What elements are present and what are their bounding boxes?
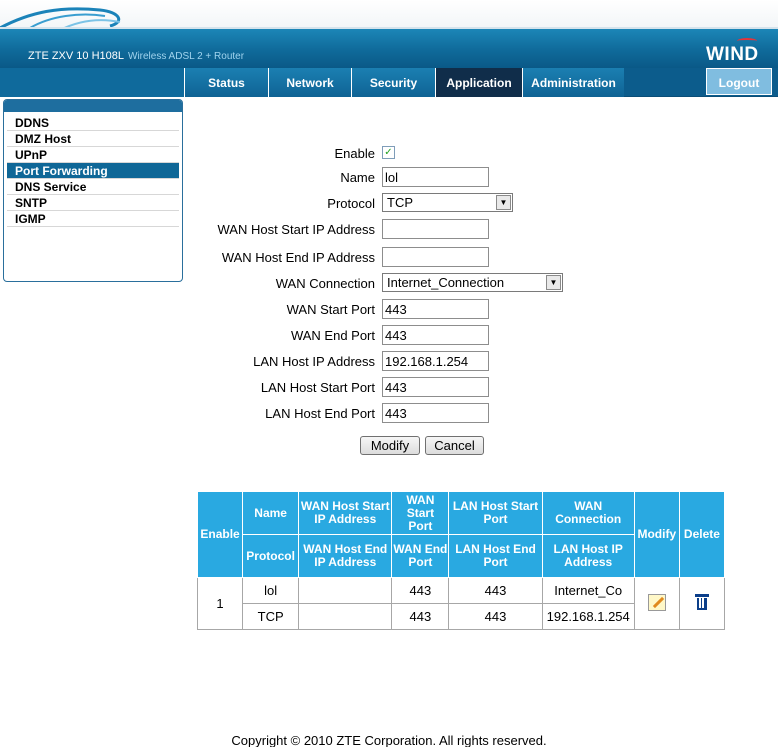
wan-end-port-input[interactable] [382,325,489,345]
cell-lan-host-start-port: 443 [449,578,542,604]
name-label: Name [340,170,375,185]
lan-host-start-port-input[interactable] [382,377,489,397]
col-name: Name [243,492,299,535]
lan-host-start-port-row [186,377,586,399]
cell-lan-host-ip: 192.168.1.254 [542,604,634,630]
sidebar-item-dmz-host[interactable]: DMZ Host [7,131,179,147]
table-header-row [198,492,725,535]
wind-logo: WIND [706,44,759,65]
lan-host-end-port-input[interactable] [382,403,489,423]
main-nav [0,68,778,98]
sidebar-header [4,100,182,112]
wan-connection-select[interactable] [382,273,563,292]
lan-host-end-port-row [186,403,586,425]
lan-host-ip-row [186,351,586,373]
col-lan-host-start-port: LAN Host Start Port [449,492,542,535]
modify-button[interactable]: Modify [360,436,420,455]
chevron-down-icon: ▼ [496,195,511,210]
logout-button[interactable]: Logout [706,68,772,95]
wan-connection-label: WAN Connection [275,276,375,291]
col-wan-connection: WAN Connection [542,492,634,535]
enable-checkbox[interactable]: ✓ [382,146,395,159]
wan-host-start-row [186,219,586,241]
cell-protocol: TCP [243,604,299,630]
copyright-footer: Copyright © 2010 ZTE Corporation. All rights reserved. [231,733,547,747]
lan-host-ip-label: LAN Host IP Address [253,354,375,369]
edit-icon[interactable] [648,594,666,611]
col-modify: Modify [634,492,679,578]
tab-application[interactable]: Application [435,68,522,97]
chevron-down-icon: ▼ [546,275,561,290]
trash-icon[interactable] [693,593,711,611]
col-wan-start-port: WAN Start Port [392,492,449,535]
tab-status[interactable]: Status [184,68,268,97]
port-forwarding-table [197,491,725,630]
lan-host-start-port-label: LAN Host Start Port [260,380,375,395]
col-protocol: Protocol [243,535,299,578]
protocol-row [186,193,586,215]
product-name [28,50,244,62]
enable-label: Enable [334,146,375,161]
sidebar-item-upnp[interactable]: UPnP [7,147,179,163]
lan-host-ip-input[interactable] [382,351,489,371]
product-subtitle: Wireless ADSL 2 + Router [128,51,245,62]
wan-start-port-label: WAN Start Port [286,302,375,317]
nav-left-cap [0,68,184,97]
col-wan-host-end: WAN Host End IP Address [299,535,392,578]
tab-network[interactable]: Network [268,68,351,97]
cell-name: lol [243,578,299,604]
col-enable: Enable [198,492,243,578]
sidebar-item-dns-service[interactable]: DNS Service [7,179,179,195]
enable-row [186,143,586,165]
sidebar-item-ddns[interactable]: DDNS [7,115,179,131]
protocol-label: Protocol [327,196,375,211]
table-row [198,578,725,604]
protocol-value: TCP [387,195,413,210]
sidebar-item-igmp[interactable]: IGMP [7,211,179,227]
wan-host-start-input[interactable] [382,219,489,239]
cell-lan-host-end-port: 443 [449,604,542,630]
cell-wan-connection: Internet_Co [542,578,634,604]
wan-host-end-row [186,247,586,269]
wan-end-port-row [186,325,586,347]
delete-cell [679,578,724,630]
wan-start-port-row [186,299,586,321]
wan-end-port-label: WAN End Port [290,328,375,343]
wan-connection-value: Internet_Connection [387,275,505,290]
lan-host-end-port-label: LAN Host End Port [265,406,375,421]
cell-wan-start-port: 443 [392,578,449,604]
header-banner [0,0,778,68]
col-delete: Delete [679,492,724,578]
protocol-select[interactable] [382,193,513,212]
wan-connection-row [186,273,586,295]
sidebar [3,99,183,282]
col-lan-host-end-port: LAN Host End Port [449,535,542,578]
col-wan-end-port: WAN End Port [392,535,449,578]
cell-wan-host-end [299,604,392,630]
row-index: 1 [198,578,243,630]
name-input[interactable] [382,167,489,187]
wan-host-end-input[interactable] [382,247,489,267]
modify-cell [634,578,679,630]
col-lan-host-ip: LAN Host IP Address [542,535,634,578]
tab-administration[interactable]: Administration [522,68,624,97]
cell-wan-end-port: 443 [392,604,449,630]
cancel-button[interactable]: Cancel [425,436,484,455]
name-row [186,167,586,189]
sidebar-item-sntp[interactable]: SNTP [7,195,179,211]
product-model: ZTE ZXV 10 H108L [28,50,124,62]
sidebar-menu [4,112,182,227]
sidebar-item-port-forwarding[interactable]: Port Forwarding [7,163,179,179]
wan-host-end-label: WAN Host End IP Address [221,250,375,265]
wan-start-port-input[interactable] [382,299,489,319]
wan-host-start-label: WAN Host Start IP Address [217,222,375,237]
cell-wan-host-start [299,578,392,604]
col-wan-host-start: WAN Host Start IP Address [299,492,392,535]
tab-security[interactable]: Security [351,68,435,97]
